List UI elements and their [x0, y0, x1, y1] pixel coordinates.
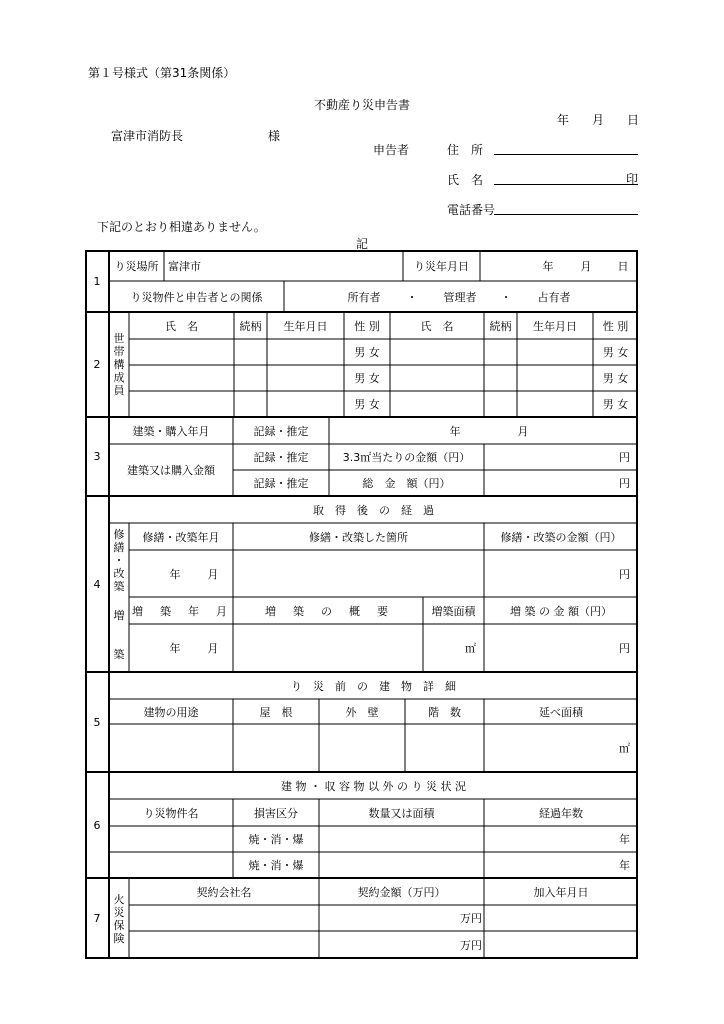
member-relation-header: 続柄: [489, 319, 512, 333]
years-unit: 年: [619, 833, 630, 846]
building-detail-heading: り 災 前 の 建 物 詳 細: [291, 679, 456, 693]
relation-occupant[interactable]: 占有者: [537, 290, 571, 304]
phone-label: 電話番号: [447, 203, 496, 217]
extension-side-label: [109, 597, 129, 672]
damaged-item-header: り災物件名: [143, 806, 199, 820]
section-2-number: 2: [93, 358, 101, 371]
disaster-place-label: り災場所: [114, 259, 159, 273]
after-acquisition-heading: 取 得 後 の 経 過: [313, 503, 434, 517]
household-char: 員: [113, 384, 125, 397]
disaster-date-year: 年: [542, 259, 554, 273]
household-char: 帯: [113, 345, 125, 358]
fire-insurance-label: [109, 878, 129, 959]
section-6-number: 6: [93, 818, 101, 832]
build-month: 月: [517, 424, 529, 438]
record-estimate[interactable]: 記録・推定: [253, 424, 309, 438]
contract-amount-unit: 万円: [460, 912, 482, 925]
name-field[interactable]: [494, 171, 638, 185]
insurance-char: 災: [113, 905, 125, 919]
extension-year: 年: [169, 642, 181, 655]
member-birth-header: 生年月日: [283, 319, 328, 333]
date-month: 月: [592, 113, 605, 127]
repair-char: 築: [113, 579, 125, 593]
section-5-number: 5: [93, 715, 101, 729]
repair-amount-yen: 円: [619, 567, 630, 581]
building-use-header: 建物の用途: [143, 705, 199, 719]
build-year: 年: [449, 424, 461, 438]
repair-year: 年: [169, 567, 181, 581]
repair-char: 修: [113, 527, 125, 541]
member-sex-header: 性 別: [602, 319, 629, 333]
years-unit: 年: [619, 859, 630, 872]
damage-class-option[interactable]: 焼・消・爆: [248, 833, 304, 846]
repair-char: ・: [113, 553, 125, 567]
sex-option[interactable]: 男 女: [354, 346, 380, 359]
relation-owner[interactable]: 所有者: [347, 290, 381, 304]
section-7-number: 7: [93, 912, 101, 925]
relation-manager[interactable]: 管理者: [443, 290, 477, 304]
sex-option[interactable]: 男 女: [602, 372, 629, 385]
household-members-label: [109, 312, 129, 417]
date-year: 年: [557, 113, 570, 127]
phone-field[interactable]: [494, 201, 638, 215]
insurance-char: 火: [113, 892, 125, 906]
record-estimate[interactable]: 記録・推定: [253, 451, 309, 464]
build-date-label: 建築・購入年月: [132, 424, 210, 438]
sex-option[interactable]: 男 女: [602, 346, 629, 359]
section-4-number: 4: [93, 577, 101, 591]
extension-char: 築: [113, 647, 125, 661]
name-label: 氏 名: [447, 173, 484, 187]
extension-summary-header: 増 築 の 概 要: [265, 604, 391, 618]
repair-char: 繕: [113, 540, 125, 554]
damage-class-option[interactable]: 焼・消・爆: [248, 859, 304, 872]
unit-price-label: 3.3㎡当たりの金額（円）: [342, 451, 471, 464]
member-relation-header: 続柄: [239, 319, 262, 333]
section-3-number: 3: [93, 450, 101, 463]
repair-side-label: [109, 523, 129, 597]
household-char: 世: [113, 332, 125, 345]
member-birth-header: 生年月日: [533, 319, 577, 333]
contract-amount-unit: 万円: [460, 939, 482, 952]
addressee: 富津市消防長: [111, 129, 184, 143]
relation-dot-1: ・: [406, 290, 418, 304]
applicant-label: 申告者: [373, 143, 410, 157]
record-estimate[interactable]: 記録・推定: [253, 477, 309, 490]
extension-area-header: 増築面積: [431, 604, 476, 618]
damage-class-header: 損害区分: [254, 806, 298, 820]
extension-amount-yen: 円: [619, 642, 630, 655]
contract-amount-header: 契約金額（万円）: [357, 885, 446, 899]
household-char: 構: [113, 358, 125, 371]
extension-char: 増: [113, 608, 125, 622]
join-date-header: 加入年月日: [533, 885, 589, 899]
insurance-company-header: 契約会社名: [196, 885, 252, 899]
member-name-header: 氏 名: [165, 319, 198, 333]
disaster-place-value[interactable]: 富津市: [168, 259, 201, 273]
build-amount-label: 建築又は購入金額: [127, 464, 215, 477]
member-sex-header: 性 別: [354, 319, 380, 333]
relation-label: り災物件と申告者との関係: [130, 290, 263, 304]
sex-option[interactable]: 男 女: [354, 372, 380, 385]
unit-price-yen: 円: [619, 451, 630, 464]
repair-month: 月: [207, 567, 219, 581]
extension-area-sqm: ㎡: [465, 642, 476, 655]
insurance-char: 険: [113, 931, 125, 945]
member-name-header: 氏 名: [420, 319, 454, 333]
disaster-date-month: 月: [580, 259, 592, 273]
disaster-date-label: り災年月日: [414, 259, 469, 273]
repair-amount-header: 修繕・改築の金額（円）: [500, 530, 622, 544]
floor-area-header: 延べ面積: [539, 705, 583, 719]
total-amount-yen: 円: [619, 477, 630, 490]
total-amount-label: 総 金 額（円）: [362, 477, 451, 490]
statement: 下記のとおり相違ありません。: [97, 220, 266, 234]
floor-area-sqm: ㎡: [619, 742, 630, 755]
other-damage-heading: 建 物 ・ 収 容 物 以 外 の り 災 状 況: [281, 779, 466, 793]
extension-date-header: 増 築 年 月: [132, 604, 230, 618]
repair-date-header: 修繕・改築年月: [142, 530, 220, 544]
wall-header: 外 壁: [345, 705, 379, 719]
disaster-date-day: 日: [617, 259, 629, 273]
floors-header: 階 数: [428, 705, 461, 719]
report-form: [85, 250, 638, 959]
household-char: 成: [113, 371, 125, 384]
repair-char: 改: [113, 566, 125, 580]
seal-mark: 印: [626, 172, 639, 186]
insurance-char: 保: [113, 918, 125, 932]
relation-dot-2: ・: [500, 290, 512, 304]
repair-place-header: 修繕・改築した箇所: [309, 530, 408, 544]
sex-option[interactable]: 男 女: [602, 398, 629, 411]
honorific: 様: [268, 129, 281, 143]
quantity-header: 数量又は面積: [368, 806, 435, 820]
date-day: 日: [627, 113, 640, 127]
sex-option[interactable]: 男 女: [354, 398, 380, 411]
form-number: 第１号様式（第31条関係）: [88, 66, 236, 80]
roof-header: 屋 根: [259, 705, 293, 719]
extension-month: 月: [207, 642, 219, 655]
extension-amount-header: 増 築 の 金 額（円）: [510, 604, 612, 618]
years-elapsed-header: 経過年数: [539, 806, 583, 820]
address-field[interactable]: [494, 141, 638, 155]
document-title: 不動産り災申告書: [314, 98, 411, 112]
address-label: 住 所: [447, 143, 484, 157]
section-1-number: 1: [93, 274, 101, 288]
ki-mark: 記: [356, 237, 369, 251]
